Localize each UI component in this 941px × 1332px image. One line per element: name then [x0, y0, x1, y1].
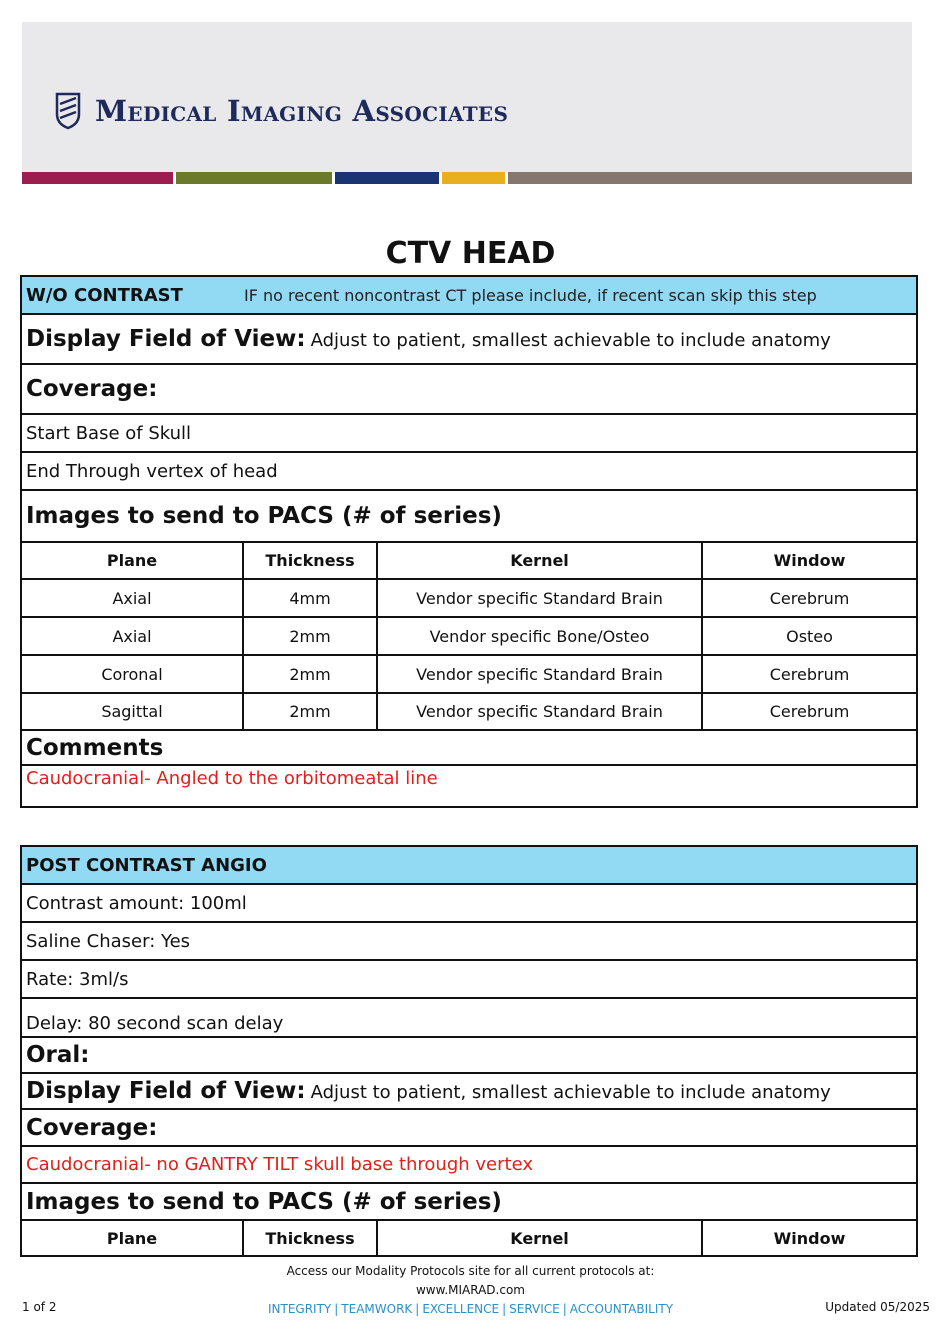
updated-date: Updated 05/2025: [825, 1300, 930, 1314]
images-label: Images to send to PACS (# of series): [26, 503, 502, 529]
color-bar-2: [176, 172, 332, 184]
section-header: [21, 276, 917, 314]
dfov-label: Display Field of View:: [26, 1078, 306, 1104]
images-label: Images to send to PACS (# of series): [26, 1188, 502, 1215]
without-contrast-table: [20, 275, 918, 808]
saline-chaser: Saline Chaser: Yes: [21, 922, 917, 960]
value-excellence: EXCELLENCE: [422, 1302, 500, 1316]
post-contrast-table: [20, 845, 918, 1257]
table-row: [21, 579, 917, 617]
table-row: [21, 655, 917, 693]
col-plane: Plane: [21, 542, 243, 579]
page-title: CTV HEAD: [385, 236, 556, 271]
coverage-label: Coverage:: [26, 376, 158, 402]
values-line: INTEGRITY | TEAMWORK | EXCELLENCE | SERVICE | ACCOUNTABILITY: [267, 1302, 674, 1316]
scan-delay: Delay: 80 second scan delay: [21, 998, 917, 1037]
logo-text: Medical Imaging Associates: [95, 94, 509, 128]
cell-window: Cerebrum: [702, 693, 917, 730]
cell-window: Osteo: [702, 617, 917, 655]
table-header-row: [21, 542, 917, 579]
col-thickness: Thickness: [243, 542, 377, 579]
cell-thickness: 2mm: [243, 693, 377, 730]
cell-plane: Coronal: [21, 655, 243, 693]
dfov-label: Display Field of View:: [26, 326, 306, 352]
col-plane: Plane: [21, 1220, 243, 1256]
cell-kernel: Vendor specific Standard Brain: [377, 579, 702, 617]
col-window: Window: [702, 542, 917, 579]
color-bar-1: [22, 172, 173, 184]
color-bar-4: [442, 172, 505, 184]
coverage-start: Start Base of Skull: [21, 414, 917, 452]
color-bar-3: [335, 172, 439, 184]
cell-thickness: 2mm: [243, 617, 377, 655]
col-thickness: Thickness: [243, 1220, 377, 1256]
cell-window: Cerebrum: [702, 579, 917, 617]
section-note: IF no recent noncontrast CT please include, if recent scan skip this step: [244, 285, 817, 305]
shield-logo-icon: [55, 92, 81, 130]
table-row: [21, 617, 917, 655]
value-teamwork: TEAMWORK: [341, 1302, 413, 1316]
oral-label: Oral:: [26, 1042, 90, 1068]
cell-plane: Sagittal: [21, 693, 243, 730]
footer-text: Access our Modality Protocols site for all current protocols at:: [286, 1264, 655, 1278]
dfov-value: Adjust to patient, smallest achievable to include anatomy: [310, 1082, 831, 1103]
coverage-end: End Through vertex of head: [21, 452, 917, 490]
section-heading: W/O CONTRAST: [26, 284, 183, 306]
page-number: 1 of 2: [22, 1300, 57, 1314]
dfov-value: Adjust to patient, smallest achievable to include anatomy: [310, 330, 831, 351]
coverage-note: Caudocranial- no GANTRY TILT skull base through vertex: [21, 1146, 917, 1183]
section-heading: POST CONTRAST ANGIO: [21, 846, 917, 884]
comments-label: Comments: [26, 734, 164, 761]
value-integrity: INTEGRITY: [267, 1302, 332, 1316]
coverage-label: Coverage:: [26, 1114, 158, 1141]
value-service: SERVICE: [509, 1302, 560, 1316]
col-window: Window: [702, 1220, 917, 1256]
col-kernel: Kernel: [377, 1220, 702, 1256]
contrast-amount: Contrast amount: 100ml: [21, 884, 917, 922]
logo: [55, 92, 508, 130]
cell-window: Cerebrum: [702, 655, 917, 693]
cell-plane: Axial: [21, 579, 243, 617]
table-row: [21, 693, 917, 730]
cell-thickness: 2mm: [243, 655, 377, 693]
table-header-row: [21, 1220, 917, 1256]
cell-plane: Axial: [21, 617, 243, 655]
cell-kernel: Vendor specific Standard Brain: [377, 693, 702, 730]
cell-kernel: Vendor specific Standard Brain: [377, 655, 702, 693]
cell-kernel: Vendor specific Bone/Osteo: [377, 617, 702, 655]
color-bar-5: [508, 172, 912, 184]
footer-url[interactable]: www.MIARAD.com: [415, 1283, 525, 1297]
injection-rate: Rate: 3ml/s: [21, 960, 917, 998]
comment-text: Caudocranial- Angled to the orbitomeatal line: [21, 765, 917, 807]
col-kernel: Kernel: [377, 542, 702, 579]
cell-thickness: 4mm: [243, 579, 377, 617]
value-accountability: ACCOUNTABILITY: [569, 1302, 674, 1316]
